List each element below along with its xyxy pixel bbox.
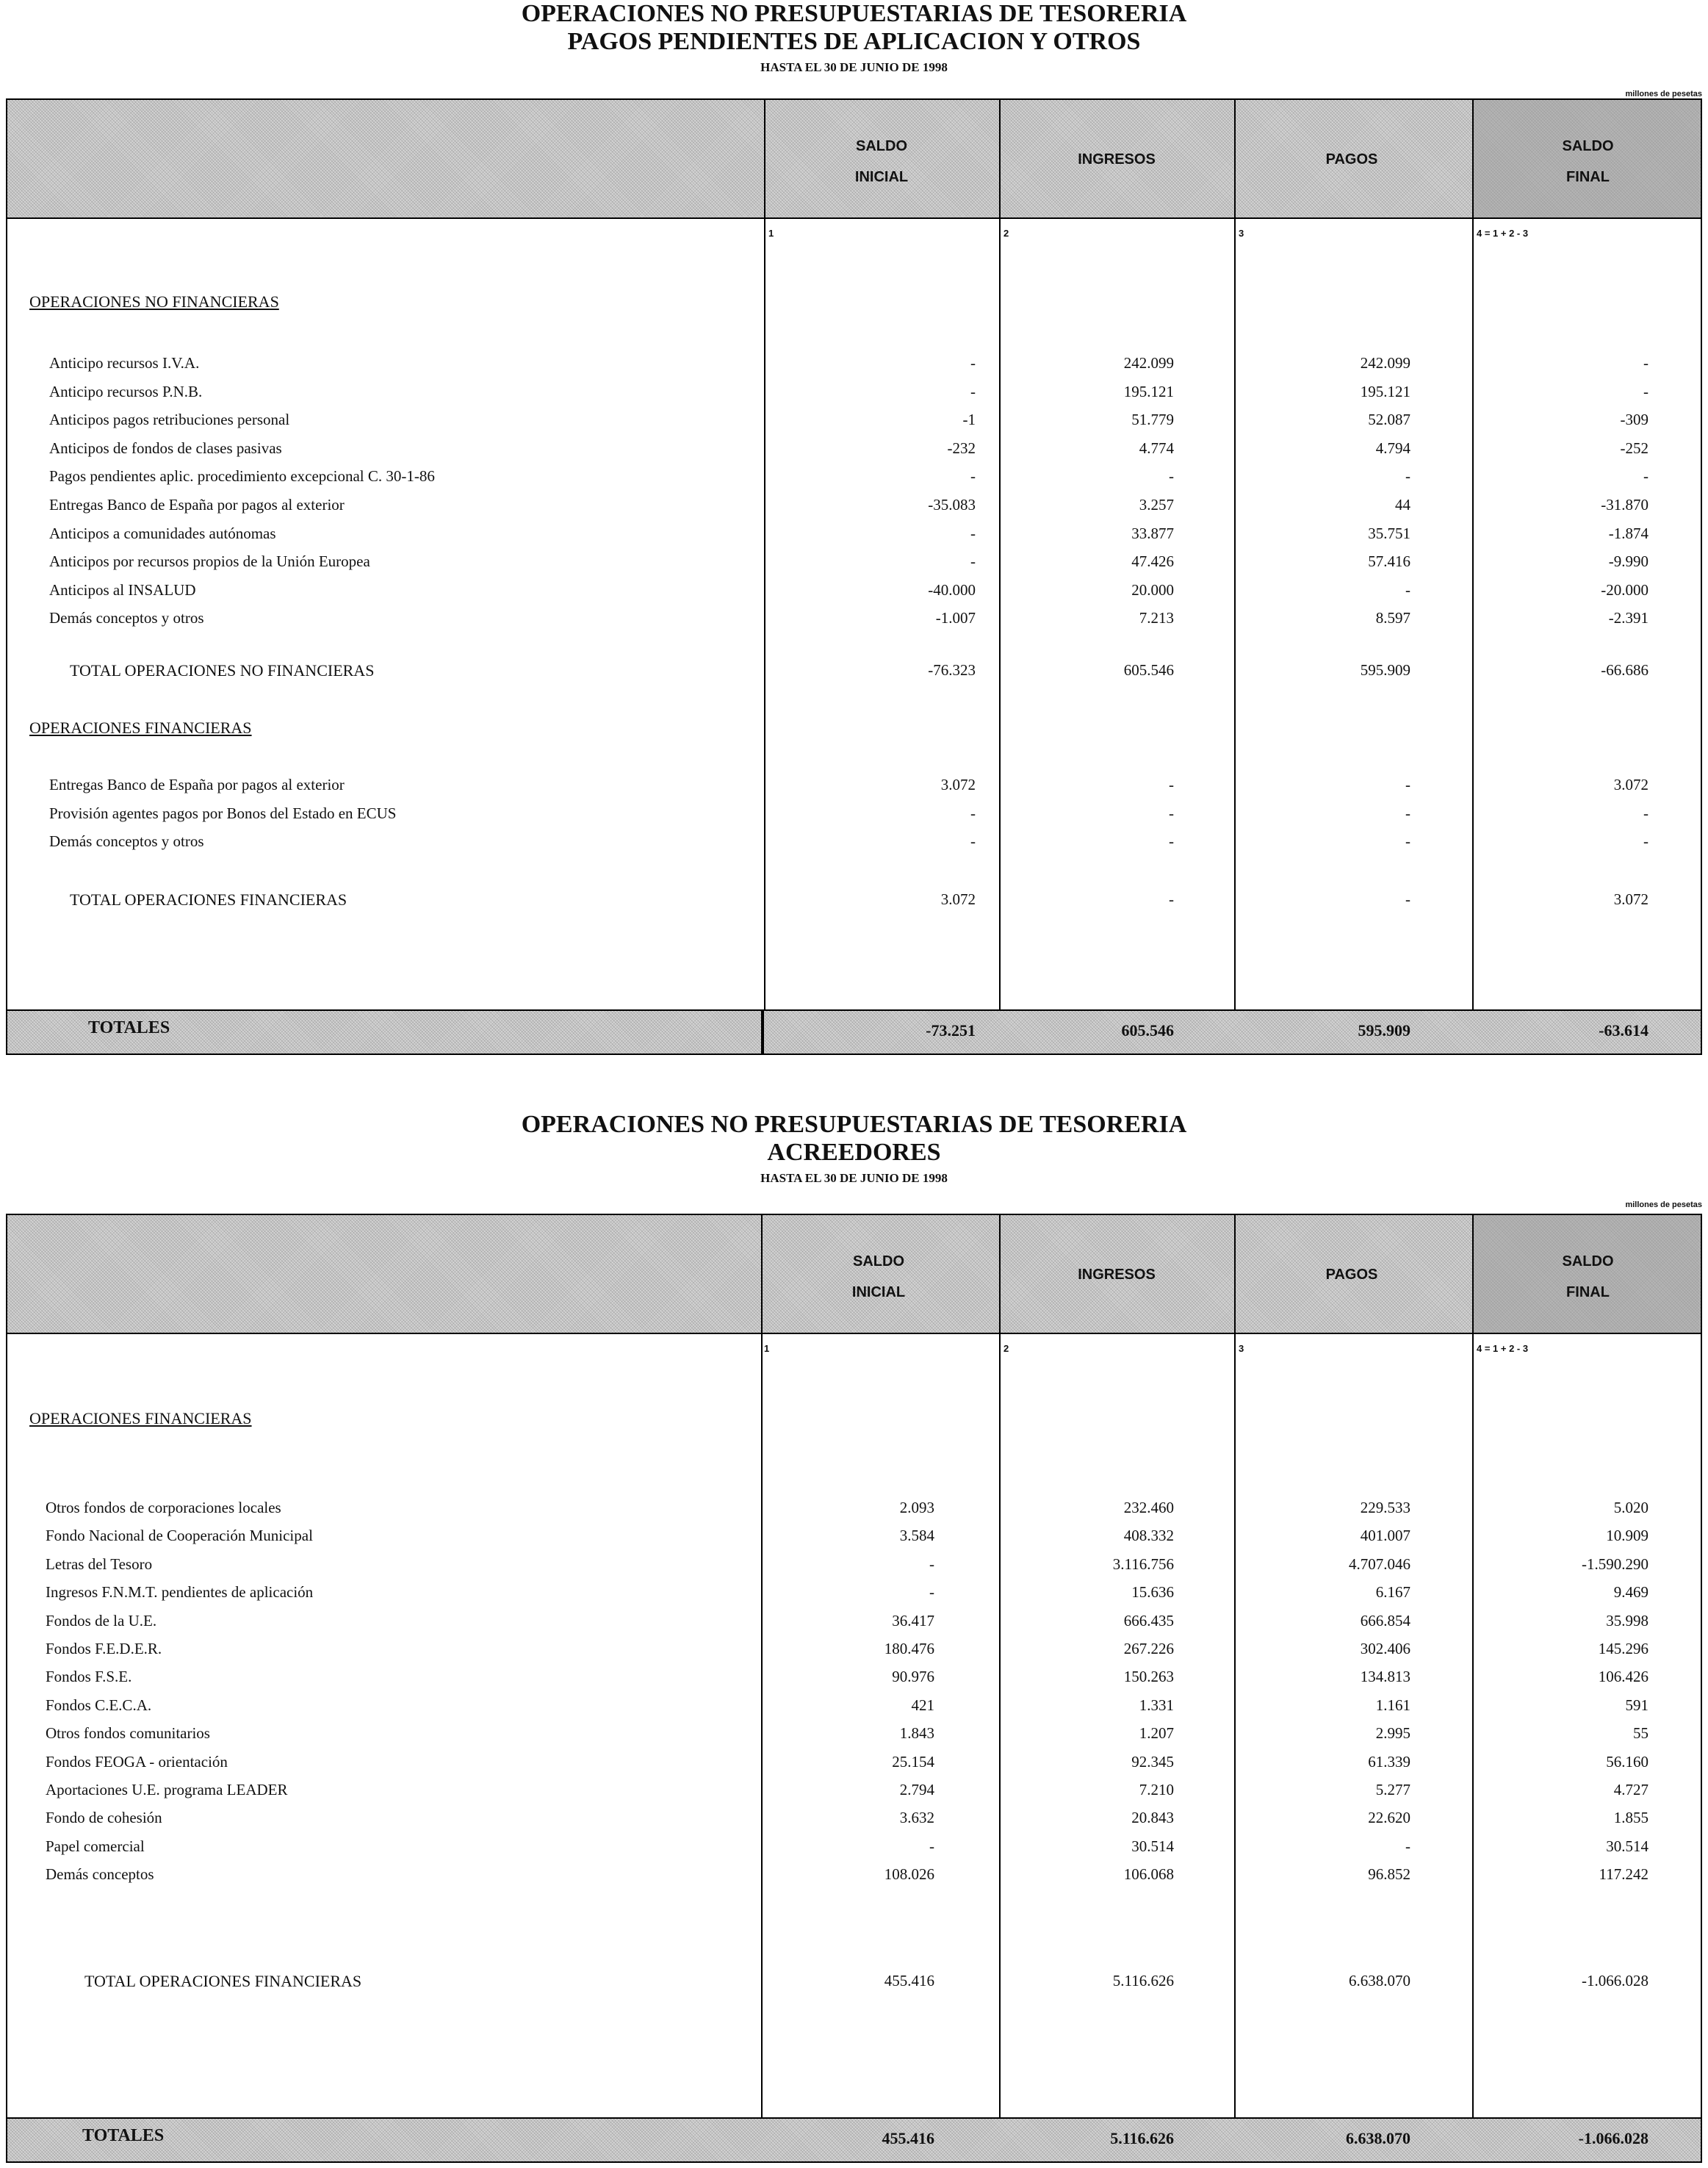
row-value: 4.794 <box>1375 439 1410 457</box>
row-value: 8.597 <box>1375 609 1410 627</box>
row-value: - <box>1643 467 1648 486</box>
table-row <box>7 1781 1701 1809</box>
table1-title-block <box>0 0 1708 76</box>
table-row <box>7 383 1701 411</box>
row-label: Demás conceptos y otros <box>49 609 204 627</box>
table1 <box>6 98 1702 1055</box>
header-ingresos: INGRESOS <box>1078 1267 1156 1283</box>
row-value: 30.514 <box>1606 1837 1648 1855</box>
table-row <box>7 1555 1701 1583</box>
table-row <box>7 832 1701 860</box>
row-value: 51.779 <box>1131 411 1174 429</box>
row-label: Letras del Tesoro <box>46 1555 153 1573</box>
total-no-financieras: TOTAL OPERACIONES NO FINANCIERAS -76.323 605.546 595.909 -66.686 <box>70 661 1648 680</box>
table1-units: millones de pesetas <box>1625 90 1702 98</box>
row-value: 267.226 <box>1123 1640 1174 1657</box>
row-value: 3.584 <box>899 1527 934 1545</box>
row-value: 3.257 <box>1139 496 1174 514</box>
row-value: - <box>1405 832 1410 851</box>
colnum-3: 3 <box>1239 1343 1244 1354</box>
row-label: Entregas Banco de España por pagos al exterior <box>49 496 345 514</box>
row-value: -40.000 <box>928 580 976 599</box>
table-row <box>7 1583 1701 1611</box>
row-value: - <box>1169 776 1174 793</box>
row-value: 242.099 <box>1360 354 1410 372</box>
row-value: 3.072 <box>940 776 976 793</box>
row-value: -1.007 <box>935 609 976 627</box>
row-value: 666.435 <box>1123 1611 1174 1629</box>
row-value: 1.161 <box>1375 1696 1410 1714</box>
row-label: Anticipo recursos I.V.A. <box>49 354 200 372</box>
row-label: Demás conceptos y otros <box>49 832 204 851</box>
row-value: 2.995 <box>1375 1724 1410 1743</box>
row-value: 47.426 <box>1131 552 1174 571</box>
row-value: 22.620 <box>1368 1809 1410 1827</box>
row-value: 180.476 <box>884 1640 934 1657</box>
row-label: Provisión agentes pagos por Bonos del Estado en ECUS <box>49 804 397 822</box>
table-row <box>7 1865 1701 1893</box>
row-label: Anticipos de fondos de clases pasivas <box>49 439 282 457</box>
table2-subtitle: ACREEDORES <box>767 1139 941 1166</box>
table2-units: millones de pesetas <box>1625 1200 1702 1209</box>
row-value: 96.852 <box>1368 1865 1410 1884</box>
table-row <box>7 1640 1701 1668</box>
colnum-4: 4 = 1 + 2 - 3 <box>1477 228 1529 239</box>
colnum-3: 3 <box>1239 228 1244 239</box>
row-value: 44 <box>1395 496 1410 514</box>
row-value: 108.026 <box>884 1865 934 1884</box>
colnum-2: 2 <box>1003 1343 1009 1354</box>
table1-title: OPERACIONES NO PRESUPUESTARIAS DE TESORERIA <box>521 0 1187 27</box>
table2-title: OPERACIONES NO PRESUPUESTARIAS DE TESORERIA <box>521 1111 1187 1138</box>
table-row <box>7 354 1701 382</box>
row-value: 35.998 <box>1606 1611 1648 1629</box>
row-value: -309 <box>1620 411 1648 429</box>
row-value: -1 <box>962 411 976 429</box>
row-value: -31.870 <box>1601 496 1648 514</box>
row-value: - <box>1405 580 1410 599</box>
row-value: 1.331 <box>1139 1696 1174 1714</box>
row-value: 3.632 <box>899 1809 934 1827</box>
row-value: 242.099 <box>1123 354 1174 372</box>
table2-title-block <box>0 1111 1708 1187</box>
row-value: -20.000 <box>1601 580 1648 599</box>
row-value: 7.210 <box>1139 1781 1174 1798</box>
row-value: 401.007 <box>1360 1527 1410 1545</box>
row-value: - <box>970 354 976 372</box>
row-value: - <box>970 524 976 542</box>
table2-date: HASTA EL 30 DE JUNIO DE 1998 <box>760 1171 948 1185</box>
table-row <box>7 1668 1701 1696</box>
row-value: - <box>970 804 976 822</box>
row-value: - <box>1643 804 1648 822</box>
row-value: 5.020 <box>1613 1499 1648 1516</box>
row-value: 4.727 <box>1613 1781 1648 1798</box>
row-value: 106.068 <box>1123 1865 1174 1884</box>
row-value: - <box>929 1555 934 1573</box>
row-value: - <box>929 1837 934 1855</box>
table-row <box>7 439 1701 467</box>
colnum-4: 4 = 1 + 2 - 3 <box>1477 1343 1529 1354</box>
row-value: 421 <box>911 1696 934 1714</box>
row-value: 55 <box>1633 1724 1648 1743</box>
table-row <box>7 1527 1701 1555</box>
row-value: 195.121 <box>1360 382 1410 400</box>
row-value: 30.514 <box>1131 1837 1174 1855</box>
header-pagos: PAGOS <box>1325 151 1378 168</box>
row-label: Anticipos por recursos propios de la Unión Europea <box>49 552 370 571</box>
row-label: Pagos pendientes aplic. procedimiento excepcional C. 30-1-86 <box>49 467 435 486</box>
row-label: Ingresos F.N.M.T. pendientes de aplicación <box>46 1583 314 1602</box>
row-value: 33.877 <box>1131 524 1174 542</box>
table-row <box>7 1837 1701 1865</box>
table1-header <box>7 100 1701 219</box>
table-row <box>7 1809 1701 1837</box>
row-value: 2.093 <box>899 1499 934 1516</box>
row-value: 20.843 <box>1131 1809 1174 1827</box>
row-value: 25.154 <box>892 1752 934 1771</box>
row-value: - <box>970 382 976 400</box>
row-value: 20.000 <box>1131 580 1174 599</box>
table-row <box>7 1499 1701 1527</box>
row-label: Aportaciones U.E. programa LEADER <box>46 1781 288 1798</box>
row-value: - <box>1405 1837 1410 1855</box>
table-row <box>7 1612 1701 1640</box>
row-value: 4.774 <box>1139 439 1174 457</box>
row-value: 195.121 <box>1123 382 1174 400</box>
header-pagos: PAGOS <box>1325 1267 1378 1283</box>
row-value: 229.533 <box>1360 1499 1410 1516</box>
row-value: -2.391 <box>1608 609 1648 627</box>
row-label: Entregas Banco de España por pagos al exterior <box>49 776 345 793</box>
colnum-1: 1 <box>764 1343 770 1354</box>
table2 <box>6 1214 1702 2163</box>
table-row <box>7 609 1701 637</box>
row-value: - <box>1643 354 1648 372</box>
row-value: 408.332 <box>1123 1527 1174 1545</box>
row-value: - <box>970 467 976 486</box>
row-label: Fondos F.S.E. <box>46 1668 132 1686</box>
table-row <box>7 467 1701 495</box>
row-value: 145.296 <box>1598 1640 1648 1657</box>
row-label: Demás conceptos <box>46 1865 154 1884</box>
row-value: 92.345 <box>1131 1752 1174 1771</box>
row-value: -9.990 <box>1608 552 1648 571</box>
row-value: 4.707.046 <box>1349 1555 1410 1573</box>
header-saldo-inicial: SALDO INICIAL <box>854 138 909 185</box>
row-value: 36.417 <box>892 1611 934 1629</box>
row-value: 3.116.756 <box>1112 1555 1174 1573</box>
row-value: 3.072 <box>1613 776 1648 793</box>
row-value: 35.751 <box>1368 524 1410 542</box>
row-value: 117.242 <box>1599 1865 1648 1884</box>
row-label: Otros fondos comunitarios <box>46 1724 210 1743</box>
row-value: - <box>1405 776 1410 793</box>
row-value: 1.855 <box>1613 1809 1648 1827</box>
row-label: Fondo Nacional de Cooperación Municipal <box>46 1527 313 1545</box>
row-value: 9.469 <box>1613 1583 1648 1602</box>
row-value: 666.854 <box>1360 1611 1410 1629</box>
row-label: Fondos F.E.D.E.R. <box>46 1640 162 1657</box>
row-value: 591 <box>1625 1696 1648 1714</box>
row-label: Papel comercial <box>46 1837 145 1855</box>
row-value: -1.874 <box>1608 524 1648 542</box>
header-ingresos: INGRESOS <box>1078 151 1156 168</box>
row-value: 52.087 <box>1368 411 1410 429</box>
row-value: 134.813 <box>1360 1668 1410 1686</box>
total-financieras: TOTAL OPERACIONES FINANCIERAS 455.416 5.116.626 6.638.070 -1.066.028 <box>84 1972 1648 1990</box>
row-value: -232 <box>947 439 976 457</box>
row-value: 2.794 <box>899 1781 934 1798</box>
row-value: 6.167 <box>1375 1583 1410 1602</box>
totales-row: TOTALES 455.416 5.116.626 6.638.070 -1.066.028 <box>7 2117 1701 2161</box>
row-value: - <box>1405 804 1410 822</box>
colnum-2: 2 <box>1003 228 1009 239</box>
row-value: - <box>970 832 976 851</box>
row-value: - <box>1169 467 1174 486</box>
row-label: Anticipos a comunidades autónomas <box>49 524 276 542</box>
header-saldo-inicial: SALDO INICIAL <box>851 1253 906 1300</box>
section-financieras: OPERACIONES FINANCIERAS <box>29 719 252 737</box>
row-value: 106.426 <box>1598 1668 1648 1686</box>
table-row <box>7 552 1701 580</box>
row-value: 7.213 <box>1139 609 1174 627</box>
row-value: - <box>1405 467 1410 486</box>
total-financieras: TOTAL OPERACIONES FINANCIERAS 3.072 - - 3.072 <box>70 890 1648 909</box>
row-label: Fondos FEOGA - orientación <box>46 1752 228 1771</box>
row-value: 61.339 <box>1368 1752 1410 1771</box>
row-value: 56.160 <box>1606 1752 1648 1771</box>
row-value: -35.083 <box>928 496 976 514</box>
table-row <box>7 1753 1701 1781</box>
row-value: 1.207 <box>1139 1724 1174 1743</box>
row-value: 1.843 <box>899 1724 934 1743</box>
table-row <box>7 581 1701 609</box>
colnum-1: 1 <box>768 228 774 239</box>
header-saldo-final: SALDO FINAL <box>1562 1253 1614 1300</box>
row-value: 5.277 <box>1375 1781 1410 1798</box>
row-value: - <box>929 1583 934 1602</box>
section-financieras: OPERACIONES FINANCIERAS <box>29 1409 252 1427</box>
table-row <box>7 525 1701 552</box>
row-value: 15.636 <box>1131 1583 1174 1602</box>
row-label: Fondos de la U.E. <box>46 1611 157 1629</box>
table2-header <box>7 1215 1701 1334</box>
row-value: - <box>1643 382 1648 400</box>
totales-row: TOTALES -73.251 605.546 595.909 -63.614 <box>7 1009 1701 1054</box>
row-value: 232.460 <box>1123 1499 1174 1516</box>
table-row <box>7 1724 1701 1752</box>
table-row <box>7 1696 1701 1724</box>
row-label: Anticipos pagos retribuciones personal <box>49 411 290 429</box>
row-value: 10.909 <box>1606 1527 1648 1545</box>
row-value: 150.263 <box>1123 1668 1174 1686</box>
row-label: Fondo de cohesión <box>46 1809 162 1827</box>
table1-subtitle: PAGOS PENDIENTES DE APLICACION Y OTROS <box>567 28 1141 55</box>
row-label: Anticipos al INSALUD <box>49 580 196 599</box>
row-label: Anticipo recursos P.N.B. <box>49 382 203 400</box>
table1-date: HASTA EL 30 DE JUNIO DE 1998 <box>760 60 948 74</box>
row-value: -1.590.290 <box>1582 1555 1648 1573</box>
section-no-financieras: OPERACIONES NO FINANCIERAS <box>29 292 279 311</box>
row-value: - <box>970 552 976 571</box>
row-value: -252 <box>1620 439 1648 457</box>
table-row <box>7 496 1701 524</box>
table-row <box>7 776 1701 804</box>
header-saldo-final: SALDO FINAL <box>1562 138 1614 185</box>
table-row <box>7 411 1701 439</box>
row-value: 90.976 <box>892 1668 934 1686</box>
row-value: 302.406 <box>1360 1640 1410 1657</box>
row-value: - <box>1643 832 1648 851</box>
row-label: Otros fondos de corporaciones locales <box>46 1499 281 1516</box>
table-row <box>7 804 1701 832</box>
row-value: - <box>1169 832 1174 851</box>
row-value: - <box>1169 804 1174 822</box>
row-value: 57.416 <box>1368 552 1410 571</box>
row-label: Fondos C.E.C.A. <box>46 1696 152 1714</box>
